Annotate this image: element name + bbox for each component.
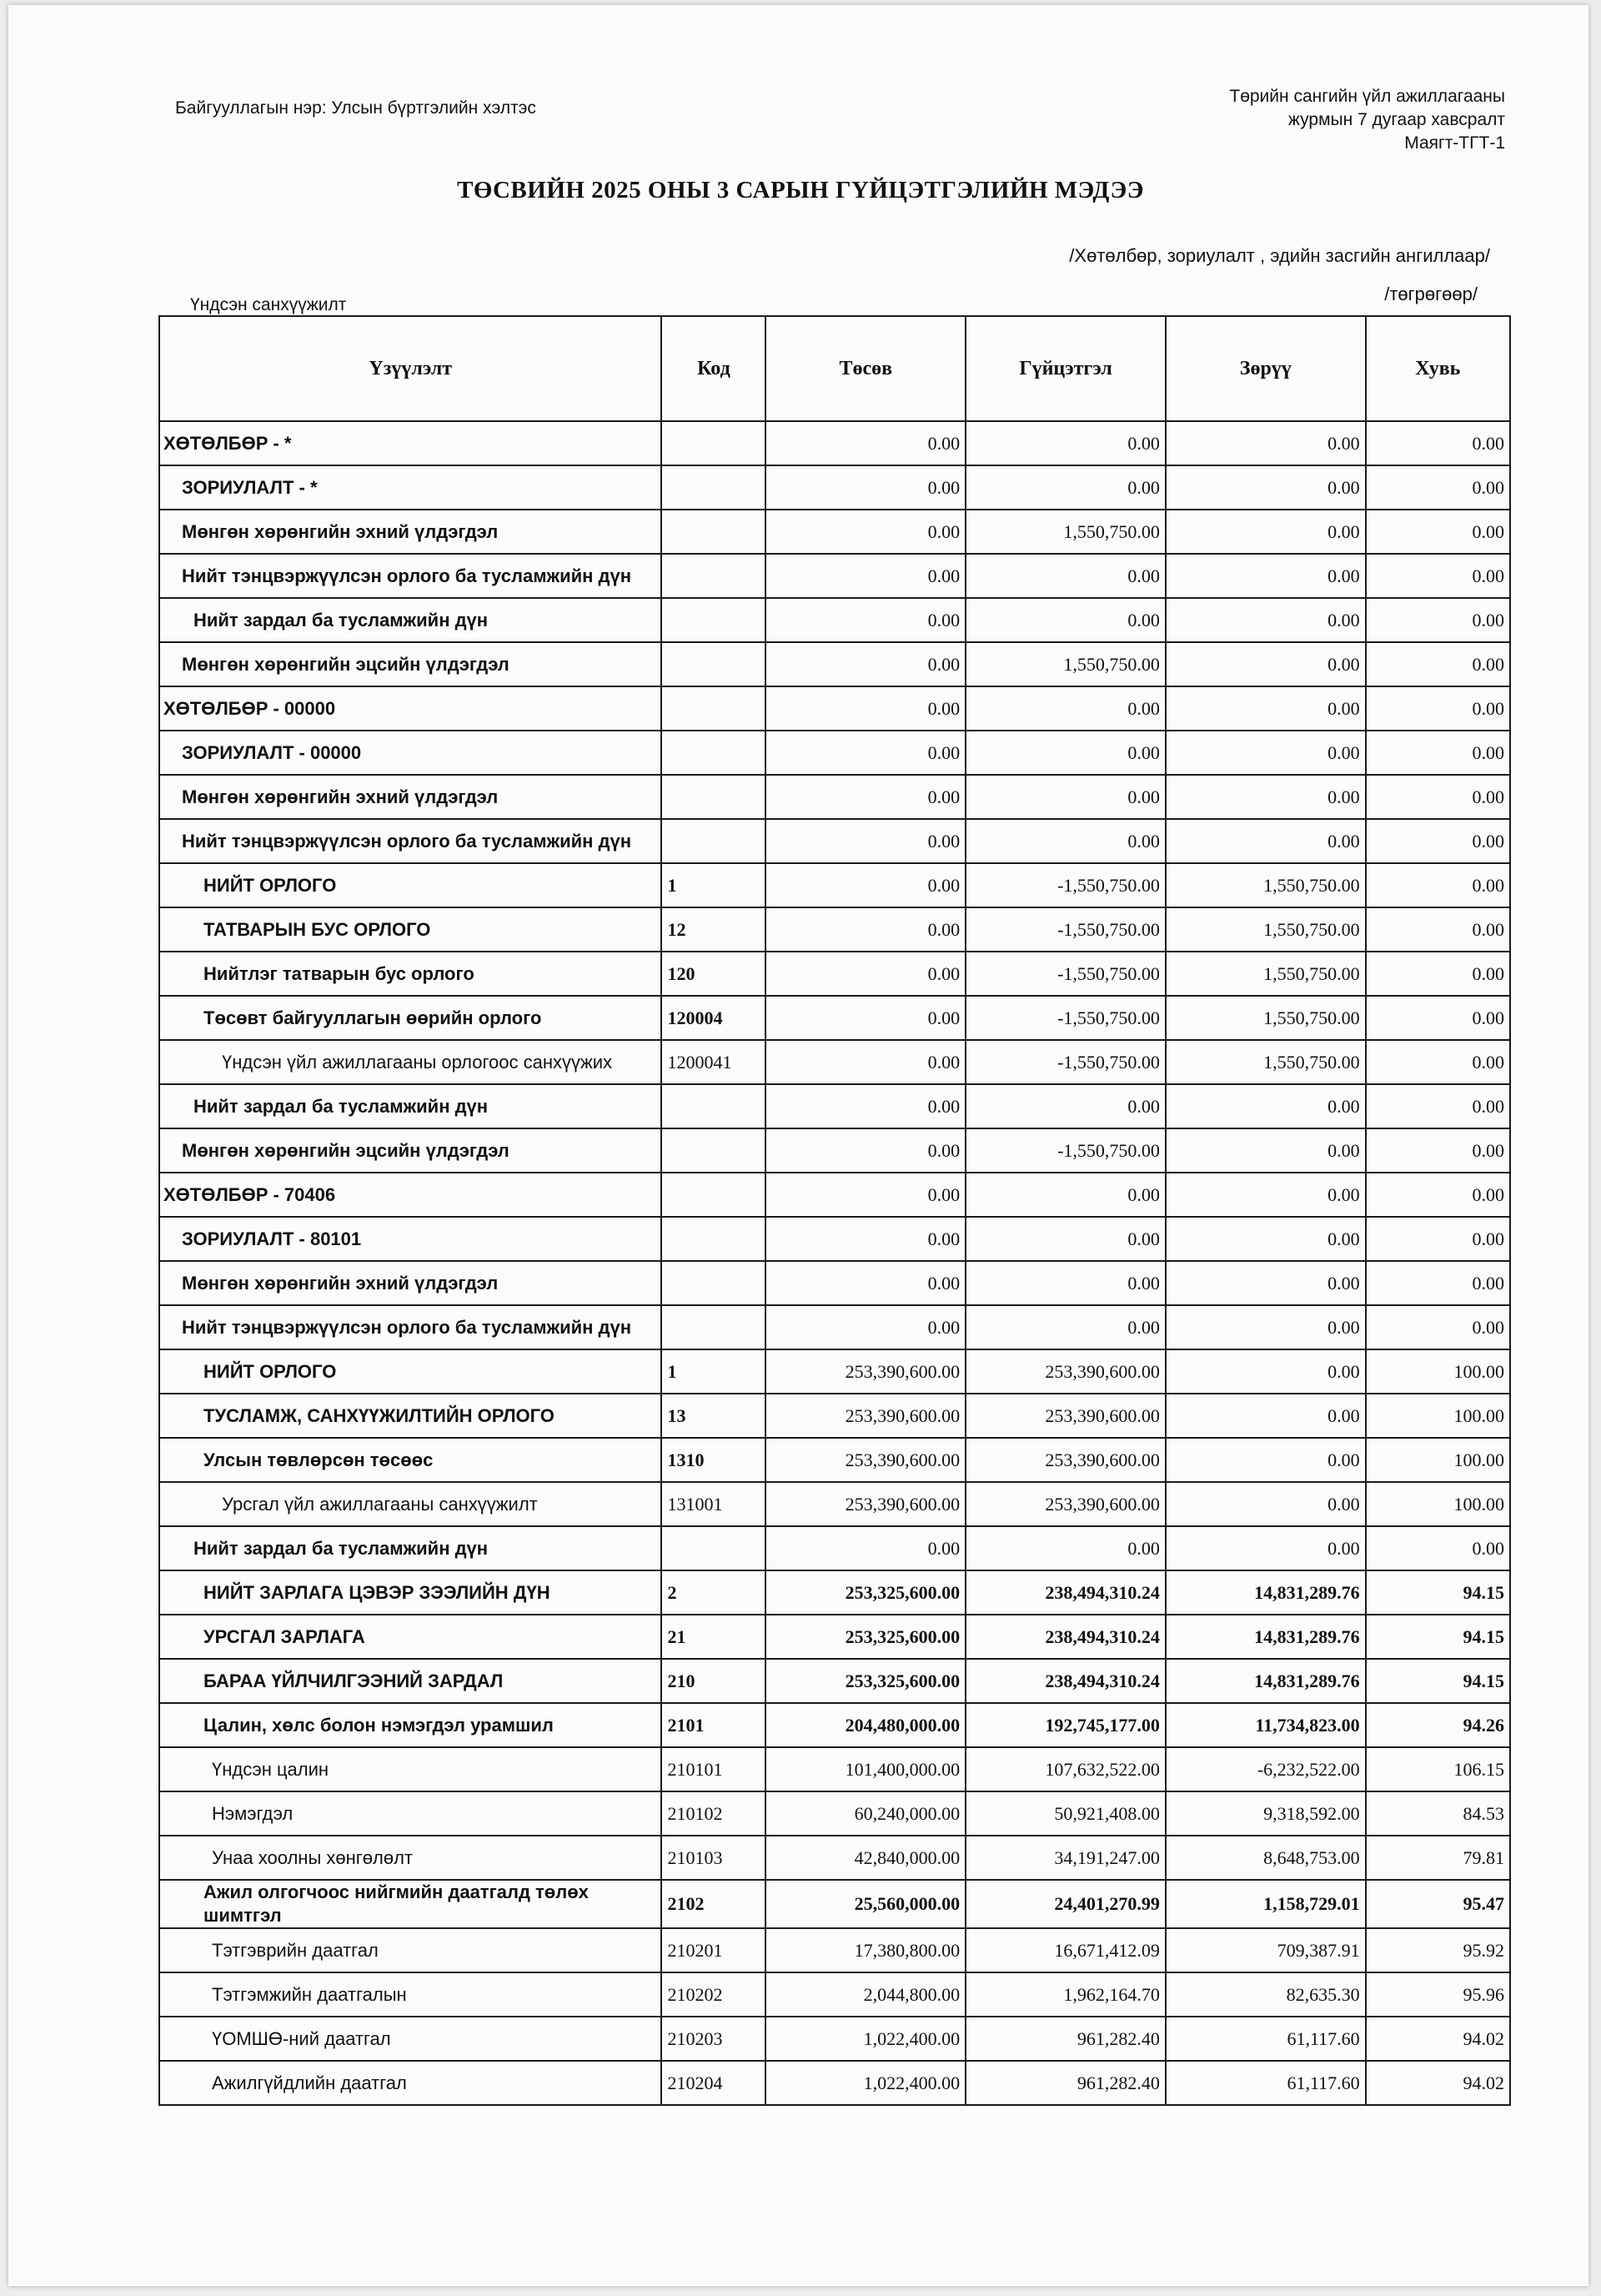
row-actual: 50,921,408.00 [966,1791,1166,1836]
row-name: Тэтгэмжийн даатгалын [159,1972,661,2017]
row-budget: 0.00 [765,1128,966,1173]
row-percent: 0.00 [1366,554,1510,598]
row-difference: 0.00 [1166,1349,1366,1394]
row-difference: 14,831,289.76 [1166,1615,1366,1659]
row-difference: 0.00 [1166,421,1366,465]
row-budget: 0.00 [765,1084,966,1128]
row-name: ЗОРИУЛАЛТ - * [159,465,661,510]
row-actual: -1,550,750.00 [966,952,1166,996]
row-budget: 60,240,000.00 [765,1791,966,1836]
row-difference: 0.00 [1166,1526,1366,1570]
row-actual: 0.00 [966,686,1166,731]
row-percent: 84.53 [1366,1791,1510,1836]
row-difference: 0.00 [1166,1438,1366,1482]
row-name: ЗОРИУЛАЛТ - 00000 [159,731,661,775]
row-actual: 0.00 [966,819,1166,863]
row-actual: 24,401,270.99 [966,1880,1166,1928]
row-percent: 94.02 [1366,2061,1510,2105]
row-code: 210201 [661,1928,765,1972]
row-actual: 0.00 [966,465,1166,510]
row-budget: 0.00 [765,510,966,554]
row-actual: 253,390,600.00 [966,1394,1166,1438]
row-actual: 0.00 [966,1261,1166,1305]
row-actual: 0.00 [966,1217,1166,1261]
row-code [661,1305,765,1349]
row-percent: 94.15 [1366,1615,1510,1659]
row-percent: 0.00 [1366,421,1510,465]
row-percent: 106.15 [1366,1747,1510,1791]
row-code: 2 [661,1570,765,1615]
table-row [159,819,1510,863]
row-difference: 0.00 [1166,554,1366,598]
row-code: 210103 [661,1836,765,1880]
row-actual: 253,390,600.00 [966,1349,1166,1394]
row-actual: 0.00 [966,421,1166,465]
report-subtitle: /Хөтөлбөр, зориулалт , эдийн засгийн ангиллаар/ [1069,245,1490,266]
row-percent: 94.26 [1366,1703,1510,1747]
row-code: 1 [661,1349,765,1394]
row-budget: 42,840,000.00 [765,1836,966,1880]
row-percent: 95.96 [1366,1972,1510,2017]
row-difference: 14,831,289.76 [1166,1570,1366,1615]
row-code: 210202 [661,1972,765,2017]
row-budget: 0.00 [765,819,966,863]
row-code [661,731,765,775]
row-actual: 961,282.40 [966,2017,1166,2061]
row-actual: -1,550,750.00 [966,907,1166,952]
row-name: Ажилгүйдлийн даатгал [159,2061,661,2105]
table-row [159,1972,1510,2017]
row-difference: 0.00 [1166,510,1366,554]
row-actual: 253,390,600.00 [966,1438,1166,1482]
col-header-code: Код [661,316,765,421]
row-budget: 25,560,000.00 [765,1880,966,1928]
row-actual: 0.00 [966,731,1166,775]
row-difference: 0.00 [1166,1084,1366,1128]
row-name: ТАТВАРЫН БУС ОРЛОГО [159,907,661,952]
row-code [661,598,765,642]
table-row [159,952,1510,996]
row-budget: 0.00 [765,863,966,907]
row-name: ХӨТӨЛБӨР - 70406 [159,1173,661,1217]
row-percent: 94.15 [1366,1659,1510,1703]
row-difference: 9,318,592.00 [1166,1791,1366,1836]
table-row [159,1261,1510,1305]
row-code: 210101 [661,1747,765,1791]
table-row [159,1482,1510,1526]
row-name: Үндсэн үйл ажиллагааны орлогоос санхүүжих [159,1040,661,1084]
row-name: Улсын төвлөрсөн төсөөс [159,1438,661,1482]
row-code [661,775,765,819]
row-budget: 253,325,600.00 [765,1615,966,1659]
row-budget: 0.00 [765,952,966,996]
row-percent: 0.00 [1366,1261,1510,1305]
row-name: Мөнгөн хөрөнгийн эхний үлдэгдэл [159,775,661,819]
row-code: 210203 [661,2017,765,2061]
organization-name: Байгууллагын нэр: Улсын бүртгэлийн хэлтэс [175,98,536,118]
row-actual: 0.00 [966,1084,1166,1128]
row-actual: 238,494,310.24 [966,1659,1166,1703]
row-percent: 0.00 [1366,907,1510,952]
row-difference: 1,550,750.00 [1166,952,1366,996]
row-name: ТУСЛАМЖ, САНХҮҮЖИЛТИЙН ОРЛОГО [159,1394,661,1438]
row-code [661,1128,765,1173]
row-budget: 0.00 [765,731,966,775]
row-budget: 253,325,600.00 [765,1659,966,1703]
table-row [159,1791,1510,1836]
row-budget: 0.00 [765,907,966,952]
table-row [159,775,1510,819]
row-difference: 82,635.30 [1166,1972,1366,2017]
row-actual: 16,671,412.09 [966,1928,1166,1972]
row-budget: 1,022,400.00 [765,2061,966,2105]
table-row [159,1438,1510,1482]
row-name: УРСГАЛ ЗАРЛАГА [159,1615,661,1659]
row-actual: 192,745,177.00 [966,1703,1166,1747]
row-budget: 204,480,000.00 [765,1703,966,1747]
row-difference: 61,117.60 [1166,2017,1366,2061]
form-ref-line1: Төрийн сангийн үйл ажиллагааны [1229,87,1505,106]
row-name: Мөнгөн хөрөнгийн эхний үлдэгдэл [159,1261,661,1305]
table-row [159,1349,1510,1394]
row-name: Нийтлэг татварын бус орлого [159,952,661,996]
col-header-indicator: Үзүүлэлт [159,316,661,421]
row-percent: 94.02 [1366,2017,1510,2061]
row-difference: 1,550,750.00 [1166,996,1366,1040]
row-percent: 100.00 [1366,1394,1510,1438]
row-percent: 100.00 [1366,1349,1510,1394]
table-row [159,1570,1510,1615]
table-row [159,465,1510,510]
row-budget: 253,325,600.00 [765,1570,966,1615]
table-row [159,421,1510,465]
row-percent: 0.00 [1366,819,1510,863]
row-name: Нийт тэнцвэржүүлсэн орлого ба тусламжийн дүн [159,1305,661,1349]
table-row [159,731,1510,775]
row-actual: 1,550,750.00 [966,642,1166,686]
table-row [159,554,1510,598]
row-difference: 0.00 [1166,1217,1366,1261]
row-name: Унаа хоолны хөнгөлөлт [159,1836,661,1880]
row-name: ХӨТӨЛБӨР - * [159,421,661,465]
row-difference: 0.00 [1166,1128,1366,1173]
row-actual: 0.00 [966,775,1166,819]
table-row [159,1173,1510,1217]
row-code [661,1261,765,1305]
table-row [159,1394,1510,1438]
row-code [661,1173,765,1217]
row-difference: -6,232,522.00 [1166,1747,1366,1791]
row-code: 1 [661,863,765,907]
row-difference: 0.00 [1166,1261,1366,1305]
row-name: Төсөвт байгууллагын өөрийн орлого [159,996,661,1040]
row-budget: 0.00 [765,598,966,642]
row-name: НИЙТ ОРЛОГО [159,1349,661,1394]
row-percent: 100.00 [1366,1438,1510,1482]
row-name: Үндсэн цалин [159,1747,661,1791]
row-actual: 238,494,310.24 [966,1615,1166,1659]
row-name: Мөнгөн хөрөнгийн эцсийн үлдэгдэл [159,1128,661,1173]
row-name: ҮОМШӨ-ний даатгал [159,2017,661,2061]
row-name: Нийт тэнцвэржүүлсэн орлого ба тусламжийн дүн [159,819,661,863]
row-name: ЗОРИУЛАЛТ - 80101 [159,1217,661,1261]
row-actual: -1,550,750.00 [966,1040,1166,1084]
row-percent: 0.00 [1366,642,1510,686]
row-code: 120004 [661,996,765,1040]
row-budget: 1,022,400.00 [765,2017,966,2061]
row-percent: 0.00 [1366,1084,1510,1128]
row-budget: 101,400,000.00 [765,1747,966,1791]
table-row [159,598,1510,642]
row-difference: 0.00 [1166,819,1366,863]
row-budget: 0.00 [765,1305,966,1349]
row-budget: 0.00 [765,775,966,819]
table-row [159,1703,1510,1747]
row-code: 13 [661,1394,765,1438]
col-header-budget: Төсөв [765,316,966,421]
row-code [661,686,765,731]
row-budget: 253,390,600.00 [765,1482,966,1526]
row-percent: 0.00 [1366,731,1510,775]
row-difference: 8,648,753.00 [1166,1836,1366,1880]
row-code: 12 [661,907,765,952]
row-difference: 0.00 [1166,465,1366,510]
row-percent: 0.00 [1366,863,1510,907]
row-name: Ажил олгогчоос нийгмийн даатгалд төлөх шимтгэл [159,1880,661,1928]
row-name: Тэтгэврийн даатгал [159,1928,661,1972]
row-budget: 0.00 [765,1526,966,1570]
form-ref-line2: журмын 7 дугаар хавсралт [1287,110,1505,129]
table-row [159,996,1510,1040]
report-title: ТӨСВИЙН 2025 ОНЫ 3 САРЫН ГҮЙЦЭТГЭЛИЙН МЭДЭЭ [457,177,1144,203]
table-row [159,907,1510,952]
row-difference: 0.00 [1166,642,1366,686]
row-budget: 2,044,800.00 [765,1972,966,2017]
row-code: 131001 [661,1482,765,1526]
row-name: Нэмэгдэл [159,1791,661,1836]
row-name: Мөнгөн хөрөнгийн эхний үлдэгдэл [159,510,661,554]
row-code: 120 [661,952,765,996]
row-name: Мөнгөн хөрөнгийн эцсийн үлдэгдэл [159,642,661,686]
row-code [661,510,765,554]
table-row [159,1615,1510,1659]
row-difference: 0.00 [1166,775,1366,819]
row-budget: 0.00 [765,554,966,598]
table-row [159,1305,1510,1349]
currency-unit: /төгрөгөөр/ [1384,284,1478,304]
funding-type: Үндсэн санхүүжилт [190,295,347,314]
row-code [661,1084,765,1128]
table-row [159,1040,1510,1084]
row-actual: 1,962,164.70 [966,1972,1166,2017]
row-budget: 17,380,800.00 [765,1928,966,1972]
row-name: Урсгал үйл ажиллагааны санхүүжилт [159,1482,661,1526]
col-header-percent: Хувь [1366,316,1510,421]
table-row [159,642,1510,686]
row-difference: 0.00 [1166,1305,1366,1349]
table-row [159,686,1510,731]
row-percent: 0.00 [1366,775,1510,819]
row-percent: 0.00 [1366,686,1510,731]
row-code [661,421,765,465]
row-budget: 0.00 [765,1217,966,1261]
row-budget: 0.00 [765,686,966,731]
row-actual: 34,191,247.00 [966,1836,1166,1880]
row-actual: 0.00 [966,554,1166,598]
performance-table [158,315,1511,2106]
form-reference [1229,85,1505,155]
row-percent: 94.15 [1366,1570,1510,1615]
table-row [159,2017,1510,2061]
row-name: Нийт зардал ба тусламжийн дүн [159,1526,661,1570]
row-budget: 0.00 [765,642,966,686]
row-percent: 95.47 [1366,1880,1510,1928]
row-actual: 961,282.40 [966,2061,1166,2105]
row-code: 1200041 [661,1040,765,1084]
row-code: 210204 [661,2061,765,2105]
row-budget: 0.00 [765,1173,966,1217]
row-name: ХӨТӨЛБӨР - 00000 [159,686,661,731]
row-code [661,1526,765,1570]
row-actual: 238,494,310.24 [966,1570,1166,1615]
table-row [159,1880,1510,1928]
row-difference: 709,387.91 [1166,1928,1366,1972]
col-header-actual: Гүйцэтгэл [966,316,1166,421]
row-actual: 0.00 [966,1526,1166,1570]
row-code [661,819,765,863]
row-code [661,554,765,598]
row-difference: 0.00 [1166,1173,1366,1217]
row-percent: 0.00 [1366,1526,1510,1570]
row-percent: 0.00 [1366,598,1510,642]
row-code [661,1217,765,1261]
row-budget: 253,390,600.00 [765,1349,966,1394]
table-row [159,1128,1510,1173]
row-difference: 61,117.60 [1166,2061,1366,2105]
row-code [661,642,765,686]
table-row [159,1928,1510,1972]
table-row [159,2061,1510,2105]
row-percent: 0.00 [1366,510,1510,554]
row-name: Цалин, хөлс болон нэмэгдэл урамшил [159,1703,661,1747]
table-row [159,863,1510,907]
table-row [159,1084,1510,1128]
row-budget: 253,390,600.00 [765,1438,966,1482]
row-actual: -1,550,750.00 [966,863,1166,907]
row-percent: 0.00 [1366,1217,1510,1261]
row-code: 210102 [661,1791,765,1836]
row-percent: 79.81 [1366,1836,1510,1880]
row-actual: 1,550,750.00 [966,510,1166,554]
row-difference: 0.00 [1166,1482,1366,1526]
row-difference: 0.00 [1166,686,1366,731]
row-percent: 0.00 [1366,996,1510,1040]
row-difference: 0.00 [1166,598,1366,642]
row-percent: 0.00 [1366,1305,1510,1349]
table-row [159,1747,1510,1791]
table-row [159,1217,1510,1261]
row-code: 2102 [661,1880,765,1928]
row-percent: 0.00 [1366,465,1510,510]
table-row [159,1836,1510,1880]
form-ref-line3: Маягт-ТГТ-1 [1404,133,1505,153]
row-difference: 0.00 [1166,1394,1366,1438]
row-name: НИЙТ ОРЛОГО [159,863,661,907]
row-name: БАРАА ҮЙЛЧИЛГЭЭНИЙ ЗАРДАЛ [159,1659,661,1703]
row-code: 1310 [661,1438,765,1482]
row-actual: 253,390,600.00 [966,1482,1166,1526]
table-row [159,510,1510,554]
row-name: Нийт тэнцвэржүүлсэн орлого ба тусламжийн дүн [159,554,661,598]
row-name: НИЙТ ЗАРЛАГА ЦЭВЭР ЗЭЭЛИЙН ДҮН [159,1570,661,1615]
row-budget: 253,390,600.00 [765,1394,966,1438]
row-code [661,465,765,510]
row-difference: 1,158,729.01 [1166,1880,1366,1928]
row-code: 2101 [661,1703,765,1747]
row-actual: 0.00 [966,598,1166,642]
table-header-row [159,316,1510,421]
row-percent: 0.00 [1366,952,1510,996]
row-budget: 0.00 [765,421,966,465]
row-name: Нийт зардал ба тусламжийн дүн [159,1084,661,1128]
row-percent: 0.00 [1366,1040,1510,1084]
row-difference: 1,550,750.00 [1166,863,1366,907]
col-header-difference: Зөрүү [1166,316,1366,421]
row-actual: 0.00 [966,1305,1166,1349]
row-difference: 1,550,750.00 [1166,907,1366,952]
row-actual: 0.00 [966,1173,1166,1217]
row-budget: 0.00 [765,465,966,510]
row-budget: 0.00 [765,996,966,1040]
row-actual: -1,550,750.00 [966,996,1166,1040]
row-code: 210 [661,1659,765,1703]
row-percent: 0.00 [1366,1173,1510,1217]
row-budget: 0.00 [765,1040,966,1084]
row-name: Нийт зардал ба тусламжийн дүн [159,598,661,642]
table-row [159,1659,1510,1703]
row-difference: 14,831,289.76 [1166,1659,1366,1703]
row-difference: 0.00 [1166,731,1366,775]
row-percent: 100.00 [1366,1482,1510,1526]
row-percent: 0.00 [1366,1128,1510,1173]
row-difference: 1,550,750.00 [1166,1040,1366,1084]
row-code: 21 [661,1615,765,1659]
row-budget: 0.00 [765,1261,966,1305]
row-difference: 11,734,823.00 [1166,1703,1366,1747]
row-actual: 107,632,522.00 [966,1747,1166,1791]
row-actual: -1,550,750.00 [966,1128,1166,1173]
table-row [159,1526,1510,1570]
row-percent: 95.92 [1366,1928,1510,1972]
